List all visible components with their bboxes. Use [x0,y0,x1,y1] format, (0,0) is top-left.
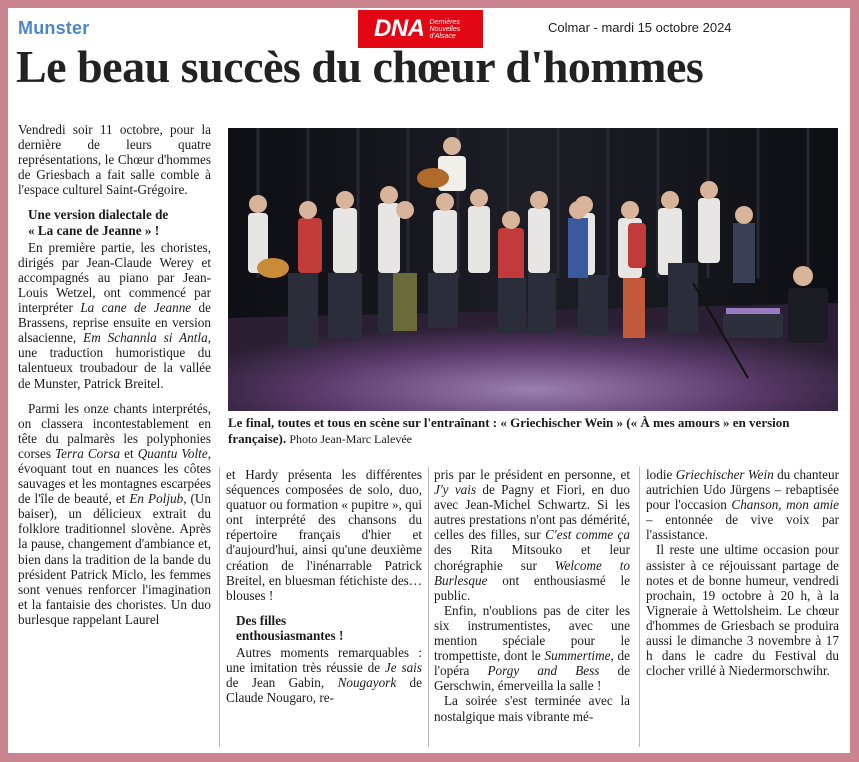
paragraph: lodie Griechischer Wein du chanteur autrichien Udo Jürgens – rebaptisée pour l'occasion Chanson, mon amie – entonnée de vive voix par l'assistance. [646,467,839,543]
paragraph: Enfin, n'oublions pas de citer les six instrumentistes, avec une mention spéciale pour le trompettiste, dont le Summertime, de l'opéra Porgy and Bess de Gerschwin, émerveilla la salle ! [434,602,630,694]
subheading-line: « La cane de Jeanne » ! [28,222,160,238]
photo-credit: Photo Jean-Marc Lalevée [289,432,412,446]
caption-text: Le final, toutes et tous en scène sur l'entraînant : « Griechischer Wein » (« À mes amours » en version française). [228,415,790,446]
column-divider [639,467,640,747]
photo-caption [228,415,838,447]
subheading [28,207,211,237]
subheading [236,613,422,643]
paragraph: pris par le président en personne, et J'y vais de Pagny et Fiori, en duo avec Jean-Michel Schwartz. Si les autres prestations n'ont pas démérité, celles des filles, sur C'est comme ça des Rita Mitsouko et leur chorégraphie sur Welcome to Burlesque ont enthousiasmé le public. [434,467,631,603]
subheading-line: Des filles [236,612,287,628]
subheading-line: enthousiasmantes ! [236,627,344,643]
logo-subtitle: Dernières Nouvelles d'Alsace [429,18,461,40]
column-divider [219,467,220,747]
subheading-line: Une version dialectale de [28,207,169,223]
headline: Le beau succès du chœur d'hommes [16,41,704,92]
paragraph: En première partie, les choristes, dirigés par Jean-Claude Werey et accompagnés au piano par Jean-Louis Wetzel, ont commencé par interpréter La cane de Jeanne de Brassens, reprise ensuite en version alsacienne, Em Schannla si Antla, une traduction humoristique du talentueux troubadour de la vallée de Munster, Patrick Breitel. [18,239,211,391]
paragraph: Parmi les onze chants interprétés, on classera incontestablement en tête du palmarès les polyphonies corses Terra Corsa et Quantu Volte, évoquant tout en nuances les côtes sauvages et les montagnes escarpées de l'île de beauté, et En Poljub, (Un baiser), un délicieux extrait du folklore traditionnel slovène. Après la pause, changement d'ambiance et, bien dans la tradition de la bande du président Patrick Miclo, les femmes sont venues renforcer l'imagination et la fantaisie des choristes. Un duo burlesque rappelant Laurel [18,400,211,627]
article-column-4 [646,467,839,678]
dateline: Colmar - mardi 15 octobre 2024 [548,20,732,35]
article-column-3 [434,467,630,724]
article-column-2 [226,467,422,705]
concert-photo [228,128,838,411]
piano [723,308,783,338]
column-divider [428,467,429,747]
stage-illustration [228,128,838,411]
article-page [8,8,850,753]
logo-text: DNA [374,15,425,42]
section-label: Munster [18,18,90,38]
paragraph: La soirée s'est terminée avec la nostalgique mais vibrante mé- [434,693,630,724]
paragraph: Vendredi soir 11 octobre, pour la dernière de leurs quatre représentations, le Chœur d'hommes de Griesbach a fait salle comble à l'espace culturel Saint-Grégoire. [18,122,211,198]
article-column-1 [18,122,211,627]
paragraph: et Hardy présenta les différentes séquences composées de solo, duo, quatuor ou formation « pupitre », qui ont interprété des chansons du répertoire français d'hier et d'aujourd'hui, ainsi qu'une deuxième création de l'inénarrable Patrick Breitel, en bluesman fétichiste des… blouses ! [226,467,422,603]
paragraph: Autres moments remarquables : une imitation très réussie de Je sais de Jean Gabin, Nougayork de Claude Nougaro, re- [226,645,423,706]
paragraph: Il reste une ultime occasion pour assister à ce réjouissant partage de notes et de bonne humeur, vendredi prochain, 19 octobre à 20 h, à la Vigneraie à Wettolsheim. Le chœur d'hommes de Griesbach se produira aussi le dimanche 3 novembre à 17 h dans le cadre du Festival du clocher vrillé à Niedermorschwihr. [646,542,839,679]
